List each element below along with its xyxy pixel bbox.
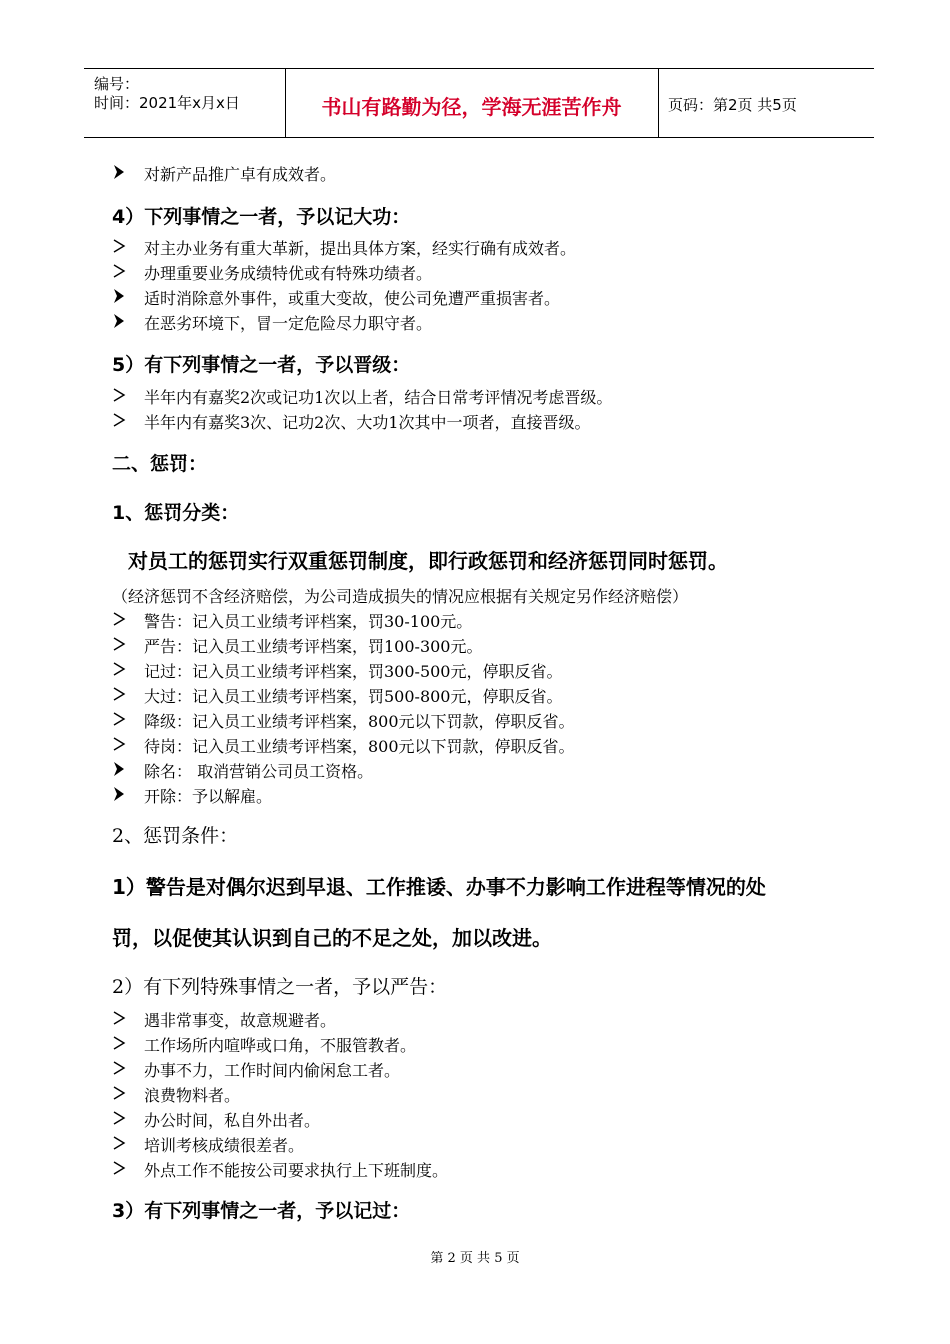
arrow-bullet-icon (112, 410, 126, 430)
arrow-bullet-icon (112, 1108, 126, 1128)
arrow-bullet-icon (112, 162, 126, 182)
arrow-bullet-icon (112, 784, 126, 804)
arrow-bullet-icon (112, 659, 126, 679)
document-time-label: 时间：2021年x月x日 (94, 94, 240, 112)
note: （经济惩罚不含经济赔偿，为公司造成损失的情况应根据有关规定另作经济赔偿） (112, 587, 689, 606)
arrow-bullet-icon (112, 1158, 126, 1178)
paragraph: 对员工的惩罚实行双重惩罚制度，即行政惩罚和经济惩罚同时惩罚。 (128, 549, 728, 573)
arrow-bullet-icon (112, 311, 126, 331)
arrow-bullet-icon (112, 236, 126, 256)
arrow-bullet-icon (112, 1133, 126, 1153)
arrow-bullet-icon (112, 684, 126, 704)
header-motto: 书山有路勤为径，学海无涯苦作舟 (321, 95, 622, 119)
section-heading: 4）下列事情之一者，予以记大功： (112, 206, 411, 228)
page-number-label: 页码：第2页 共5页 (668, 96, 797, 114)
paragraph: 1）警告是对偶尔迟到早退、工作推诿、办事不力影响工作进程等情况的处 (112, 875, 766, 899)
arrow-bullet-icon (112, 734, 126, 754)
header-left-cell (84, 69, 286, 137)
sub-heading: 1、惩罚分类： (112, 502, 240, 524)
arrow-bullet-icon (112, 1083, 126, 1103)
arrow-bullet-icon (112, 1058, 126, 1078)
sub-heading: 2）有下列特殊事情之一者，予以严告： (112, 976, 448, 998)
sub-heading: 2、惩罚条件： (112, 825, 239, 847)
section-heading: 5）有下列事情之一者，予以晋级： (112, 354, 411, 376)
arrow-bullet-icon (112, 286, 126, 306)
section-heading: 二、惩罚： (112, 453, 208, 475)
arrow-bullet-icon (112, 385, 126, 405)
header-right-cell (658, 69, 874, 137)
arrow-bullet-icon (112, 759, 126, 779)
header-center-cell (285, 69, 659, 137)
header-table (84, 68, 874, 138)
arrow-bullet-icon (112, 609, 126, 629)
arrow-bullet-icon (112, 1033, 126, 1053)
sub-heading: 3）有下列事情之一者，予以记过： (112, 1200, 411, 1222)
document-code-label: 编号： (94, 75, 140, 93)
arrow-bullet-icon (112, 634, 126, 654)
paragraph: 罚，以促使其认识到自己的不足之处，加以改进。 (112, 926, 552, 950)
arrow-bullet-icon (112, 261, 126, 281)
arrow-bullet-icon (112, 1008, 126, 1028)
arrow-bullet-icon (112, 709, 126, 729)
page-footer: 第 2 页 共 5 页 (430, 1251, 520, 1266)
